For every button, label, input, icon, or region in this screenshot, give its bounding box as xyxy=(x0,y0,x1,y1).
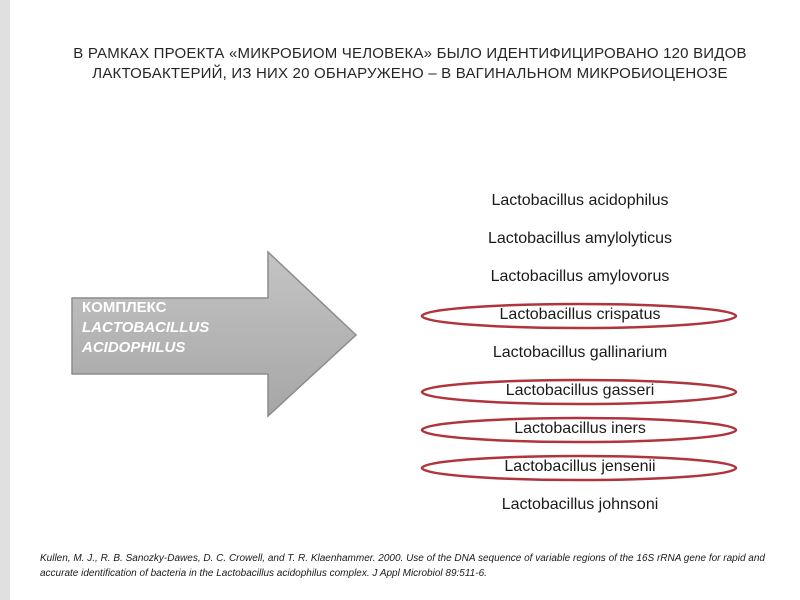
complex-arrow xyxy=(70,250,360,420)
species-item xyxy=(420,186,740,224)
species-item-circled xyxy=(420,376,740,414)
species-item xyxy=(420,224,740,262)
species-list xyxy=(420,186,740,528)
species-name: Lactobacillus amylolyticus xyxy=(487,230,673,247)
species-name: Lactobacillus acidophilus xyxy=(491,192,669,209)
species-item xyxy=(420,490,740,528)
species-item-circled xyxy=(420,414,740,452)
species-name: Lactobacillus crispatus xyxy=(499,306,661,323)
slide-title: В РАМКАХ ПРОЕКТА «МИКРОБИОМ ЧЕЛОВЕКА» БЫЛО ИДЕНТИФИЦИРОВАНО 120 ВИДОВ ЛАКТОБАКТЕРИЙ, ИЗ НИХ 20 ОБНАРУЖЕНО – В ВАГИНАЛЬНОМ МИКРОБИОЦЕНОЗЕ xyxy=(73,45,747,82)
species-item xyxy=(420,262,740,300)
species-item xyxy=(420,338,740,376)
species-name: Lactobacillus jensenii xyxy=(504,458,656,475)
citation: Kullen, M. J., R. B. Sanozky-Dawes, D. C. Crowell, and T. R. Klaenhammer. 2000. Use of the DNA sequence of variable regions of the 16S rRNA gene for rapid and accurate identification of bacteria in the Lactobacillus acidophilus complex. J Appl Microbiol 89:511-6. xyxy=(40,553,765,579)
species-name: Lactobacillus gallinarium xyxy=(492,344,668,361)
species-item-circled xyxy=(420,452,740,490)
species-name: Lactobacillus amylovorus xyxy=(490,268,670,285)
arrow-label-line3: ACIDOPHILUS xyxy=(82,339,186,356)
slide-accent-bar xyxy=(0,0,10,600)
species-name: Lactobacillus iners xyxy=(514,420,646,437)
arrow-label xyxy=(82,298,282,358)
arrow-label-line1: КОМПЛЕКС xyxy=(82,299,167,316)
species-item-circled xyxy=(420,300,740,338)
species-name: Lactobacillus gasseri xyxy=(505,382,655,399)
species-name: Lactobacillus johnsoni xyxy=(501,496,659,513)
arrow-label-line2: LACTOBACILLUS xyxy=(82,319,210,336)
